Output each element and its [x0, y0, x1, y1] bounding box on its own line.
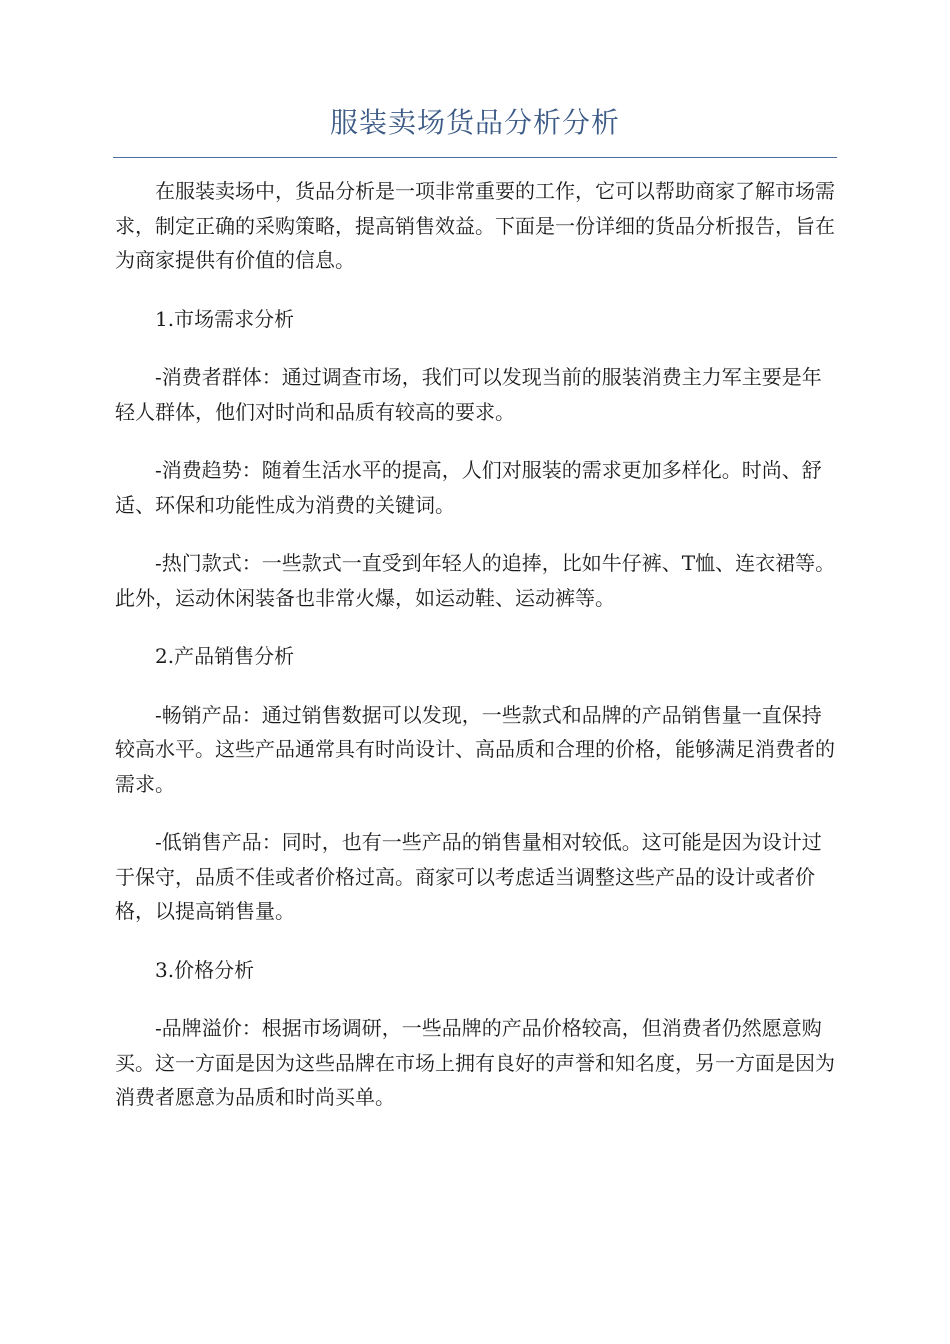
- section-heading-price: 3.价格分析: [155, 957, 255, 982]
- paragraph-consumer-group: -消费者群体：通过调查市场，我们可以发现当前的服装消费主力军主要是年轻人群体，他们对时尚和品质有较高的要求。: [115, 365, 822, 424]
- paragraph-best-sellers: -畅销产品：通过销售数据可以发现，一些款式和品牌的产品销售量一直保持较高水平。这些产品通常具有时尚设计、高品质和合理的价格，能够满足消费者的需求。: [115, 702, 835, 796]
- section-heading-product-sales: 2.产品销售分析: [155, 644, 295, 668]
- section-heading-market-demand: 1.市场需求分析: [155, 306, 295, 331]
- intro-paragraph: 在服装卖场中，货品分析是一项非常重要的工作，它可以帮助商家了解市场需求，制定正确的采购策略，提高销售效益。下面是一份详细的货品分析报告，旨在为商家提供有价值的信息。: [115, 179, 835, 272]
- paragraph-low-sellers: -低销售产品：同时，也有一些产品的销售量相对较低。这可能是因为设计过于保守，品质不佳或者价格过高。商家可以考虑适当调整这些产品的设计或者价格，以提高销售量。: [115, 830, 822, 923]
- paragraph-consumer-trend: -消费趋势：随着生活水平的提高，人们对服装的需求更加多样化。时尚、舒适、环保和功能性成为消费的关键词。: [115, 458, 822, 517]
- document-title: 服装卖场货品分析分析: [329, 106, 620, 139]
- title-divider: [113, 157, 837, 158]
- paragraph-popular-styles: -热门款式：一些款式一直受到年轻人的追捧，比如牛仔裤、T恤、连衣裙等。此外，运动休闲装备也非常火爆，如运动鞋、运动裤等。: [115, 551, 836, 610]
- paragraph-brand-premium: -品牌溢价：根据市场调研，一些品牌的产品价格较高，但消费者仍然愿意购买。这一方面是因为这些品牌在市场上拥有良好的声誉和知名度，另一方面是因为消费者愿意为品质和时尚买单。: [115, 1016, 835, 1109]
- document-body: [115, 174, 837, 1115]
